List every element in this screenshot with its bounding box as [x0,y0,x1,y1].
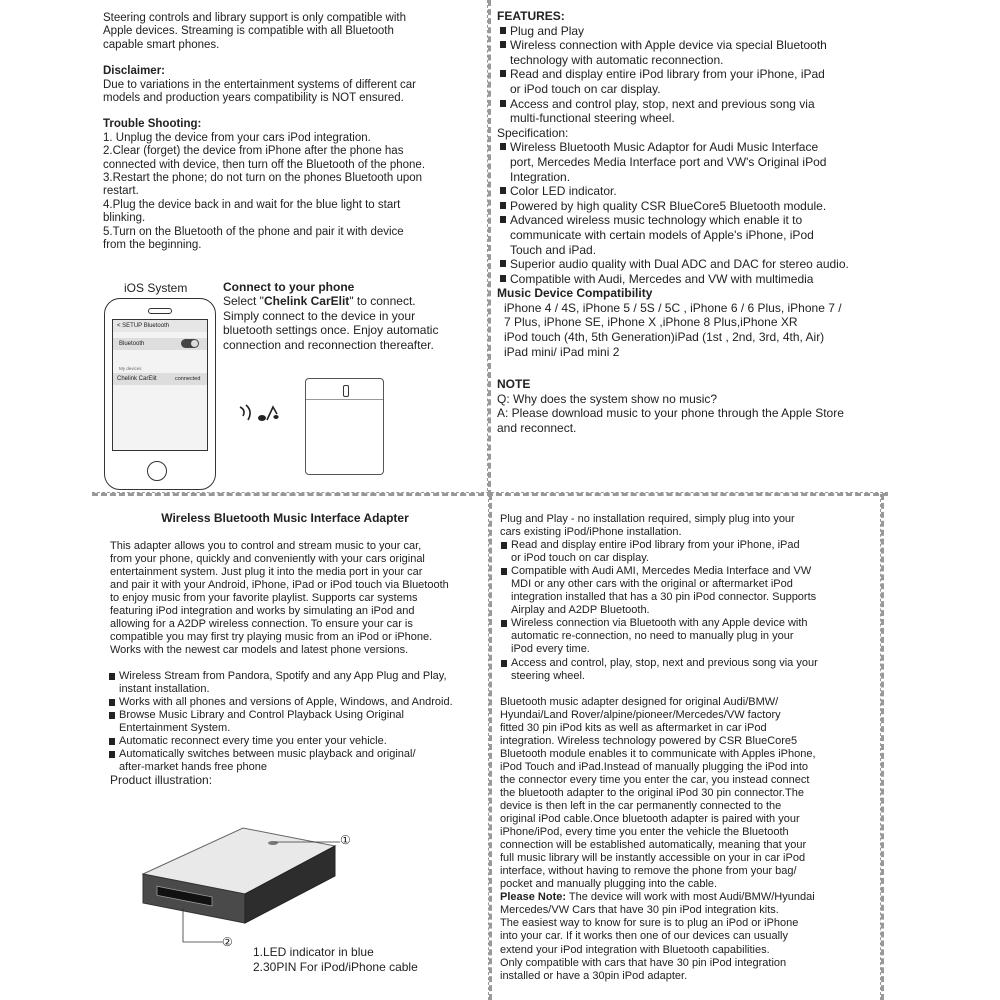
device-row-status: connected [175,376,201,382]
connect-text: Simply connect to the device in your bluetooth settings once. Enjoy automatic connection and reconnection thereafter. [223,308,439,352]
iphone-speaker [148,308,172,314]
trouble-step: 2.Clear (forget) the device from iPhone after the phone has connected with device, then turn off the Bluetooth of the phone. [103,145,426,171]
connect-heading: Connect to your phone [223,280,355,294]
section-title: Wireless Bluetooth Music Interface Adapter [161,511,409,525]
settings-nav-title: < SETUP Bluetooth [117,323,170,329]
top-left-panel [103,12,483,253]
adapter-bullet: Browse Music Library and Control Playback Using Original Entertainment System. [108,709,485,735]
adapter-bullet: Automatic reconnect every time you enter your vehicle. [108,735,485,748]
bottom-right-bullets [500,539,878,683]
bottom-left-panel [110,512,485,787]
spec-item: Compatible with Audi, Mercedes and VW with multimedia [499,272,889,287]
note-answer: A: Please download music to your phone through the Apple Store and reconnect. [497,406,844,436]
right-edge-line [880,494,884,1000]
bottom-right-bullet: Wireless connection via Bluetooth with any Apple device with automatic re-connection, no need to manually plug in your iPod every time. [500,617,878,656]
music-note-icon [237,402,285,426]
disclaimer-heading: Disclaimer: [103,65,166,78]
spec-item: Powered by high quality CSR BlueCore5 Bluetooth module. [499,199,889,214]
trouble-shooting-steps [103,132,483,253]
specification-list [499,140,889,286]
note-heading: NOTE [497,377,531,392]
compatibility-text: iPhone 4 / 4S, iPhone 5 / 5S / 5C , iPhone 6 / 6 Plus, iPhone 7 / 7 Plus, iPhone SE, iPhone X ,iPhone 8 Plus,iPhone XR iPod touch (4th, 5th Generation)iPad (1st , 2nd, 3rd, 4th, Air) iPad mini/ iPad mini 2 [504,300,842,359]
please-note-line [500,891,878,904]
my-devices-header: My devices [119,366,142,371]
adapter-bullet: Wireless Stream from Pandora, Spotify and any App Plug and Play, instant installation. [108,670,485,696]
spec-item: Color LED indicator. [499,184,889,199]
iphone-illustration [104,298,216,490]
disclaimer-text: Due to variations in the entertainment systems of different car models and production years compatibility is NOT ensured. [103,78,416,105]
features-list [499,24,889,126]
note-question: Q: Why does the system show no music? [497,391,718,406]
compatibility-intro: Steering controls and library support is only compatible with Apple devices. Streaming is compatible with all Bluetooth capable smart phones. [103,12,406,51]
bottom-right-bullet: Read and display entire iPod library from your iPhone, iPad or iPod touch on car display. [500,539,878,565]
connect-block [223,281,483,352]
feature-item: Read and display entire iPod library from your iPhone, iPad or iPod touch on car display. [499,67,889,96]
adapter-bullet: Automatically switches between music playback and original/ after-market hands free phone [108,748,485,774]
trouble-step: 1. Unplug the device from your cars iPod integration. [103,131,371,144]
callout-1: ① [340,833,351,847]
device-row-name: Chelink CarElit [117,376,157,382]
toggle-knob [191,340,198,347]
product-illustration [135,818,375,948]
adapter-bullet: Works with all phones and versions of Apple, Windows, and Android. [108,696,485,709]
illustration-legend-1: 1.LED indicator in blue [253,945,374,959]
iphone-screen [112,319,208,451]
compatibility-heading: Music Device Compatibility [497,286,653,301]
feature-item: Plug and Play [499,24,889,39]
spec-item: Wireless Bluetooth Music Adaptor for Audi Music Interface port, Mercedes Media Interface port and VW's Original iPod Integration. [499,140,889,184]
bottom-right-bullet: Compatible with Audi AMI, Mercedes Media Interface and VW MDI or any other cars with the original or aftermarket iPod integration installed that has a 30 pin iPod connector. Supports Airplay and A2DP Bluetooth. [500,565,878,617]
feature-item: Wireless connection with Apple device via special Bluetooth technology with automatic reconnection. [499,38,889,67]
vertical-divider-top [487,0,491,496]
features-heading: FEATURES: [497,9,565,23]
connect-select-line [223,294,483,309]
spec-item: Advanced wireless music technology which enable it to communicate with certain models of Apple's iPhone, iPod Touch and iPad. [499,213,889,257]
please-note-label: Please Note: [500,891,567,904]
trouble-step: 3.Restart the phone; do not turn on the phones Bluetooth upon restart. [103,172,423,198]
adapter-description: Bluetooth music adapter designed for original Audi/BMW/ Hyundai/Land Rover/alpine/pioneer/Mercedes/VW factory fitted 30 pin iPod kits as well as aftermarket in car iPod integration. Wireless technology powered by CSR BlueCore5 Bluetooth module enables it to communicate with Apples iPhone, iPod Touch and iPad.Instead of manually plugging the iPod into the connector every time you enter the car, you instead connect the bluetooth adapter to the original iPod 30 pin connector.The device is then left in the car permanently connected to the original iPod cable.Once bluetooth adapter is paired with your iPhone/iPod, every time you enter the vehicle the Bluetooth connection will be established automatically, meaning that your full music library will be instantly accessible on your in car iPod interface, without having to remove the phone from your bag/ pocket and manually plugging into the cable. [500,695,816,891]
callout-2: ② [222,935,233,949]
top-right-panel [497,9,889,436]
trouble-shooting-heading: Trouble Shooting: [103,118,202,131]
plug-and-play-text: Plug and Play - no installation required, simply plug into your cars existing iPod/iPhone installation. [500,513,795,539]
adapter-bullets [108,670,485,774]
led-indicator-icon [343,385,349,397]
connect-prefix: Select " [223,294,264,309]
bluetooth-row-label: Bluetooth [119,341,145,347]
adapter-device-illustration [305,378,384,475]
please-note-text: Mercedes/VW Cars that have 30 pin iPod integration kits. The easiest way to know for sure is to plug an iPod or iPhone into your car. If it works then one of our devices can usually extend your iPod integration with Bluetooth capabilities. Only compatible with cars that have 30 pin iPod integration installed or have a 30pin iPod adapter. [500,904,799,982]
illustration-legend-2: 2.30PIN For iPod/iPhone cable [253,960,418,974]
bottom-right-bullet: Access and control, play, stop, next and previous song via your steering wheel. [500,657,878,683]
iphone-home-button [147,461,167,481]
trouble-step: 5.Turn on the Bluetooth of the phone and pair it with device from the beginning. [103,225,404,252]
spec-item: Superior audio quality with Dual ADC and DAC for stereo audio. [499,257,889,272]
adapter-intro: This adapter allows you to control and stream music to your car, from your phone, quickly and conveniently with your cars original entertainment system. Just plug it into the media port in your car and pair it with your Android, iPhone, iPad or iPod touch via Bluetooth to enjoy music from your favorite playlist. Supports car systems featuring iPod integration and works by simulating an iPod and allowing for a A2DP wireless connection. To ensure your car is compatible you may first try playing music from an iPod or iPhone. Works with the newest car models and latest phone versions. [110,540,449,656]
feature-item: Access and control play, stop, next and previous song via multi-functional steering wheel. [499,97,889,126]
trouble-step: 4.Plug the device back in and wait for the blue light to start blinking. [103,198,401,225]
bottom-right-panel [500,513,878,983]
specification-heading: Specification: [497,125,569,140]
ios-system-label: iOS System [124,281,188,295]
vertical-divider-bottom [488,494,492,1000]
connect-device-name: Chelink CarElit [263,294,350,309]
please-note-first: The device will work with most Audi/BMW/Hyundai [566,891,815,904]
connect-suffix: " to connect. [349,294,416,309]
product-illustration-heading: Product illustration: [110,773,213,787]
bluetooth-toggle [181,339,199,348]
